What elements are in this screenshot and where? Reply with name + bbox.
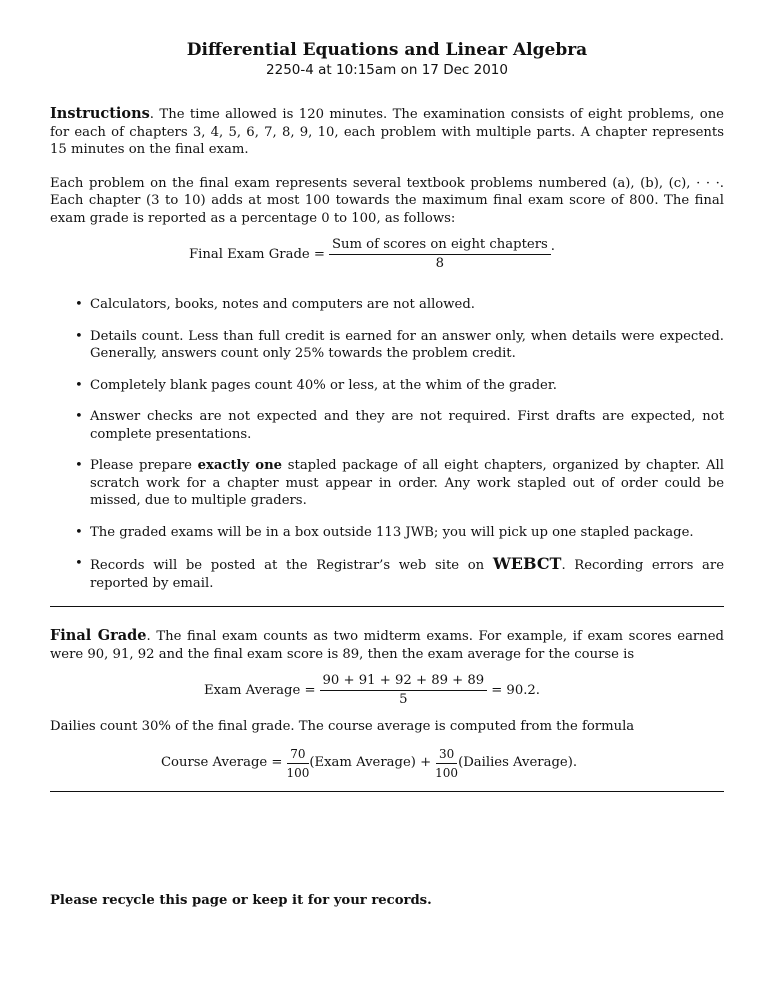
final-exam-grade-formula — [20, 237, 724, 272]
formula-period: . — [550, 239, 555, 254]
divider-top — [50, 606, 724, 607]
list-item — [90, 555, 724, 592]
course-average-formula — [14, 746, 724, 781]
list-item-text: stapled package of all eight chapters, organized by chapter. All scratch work for a chapter must appear in order. Any work stapled out of order could be missed, due to multiple graders. — [90, 458, 724, 508]
instructions-heading: Instructions — [50, 105, 150, 122]
exam-average-denominator: 5 — [399, 692, 408, 707]
exam-average-numerator: 90 + 91 + 92 + 89 + 89 — [320, 673, 488, 691]
instructions-paragraph — [50, 105, 724, 159]
final-grade-paragraph — [50, 627, 724, 663]
list-item: • Completely blank pages count 40% or less, at the whim of the grader. — [90, 377, 724, 395]
dailies-average-term: (Dailies Average). — [458, 755, 578, 771]
exam-weight-fraction — [286, 746, 309, 781]
formula-denominator: 8 — [435, 256, 445, 271]
exam-weight-numerator: 70 — [287, 746, 308, 764]
recycle-note: Please recycle this page or keep it for your records. — [50, 892, 432, 908]
list-item: • Calculators, books, notes and computers are not allowed. — [90, 296, 724, 314]
formula-fraction — [329, 237, 551, 272]
exam-average-term: (Exam Average) + — [309, 755, 432, 771]
instructions-text: . The time allowed is 120 minutes. The examination consists of eight problems, one for each of chapters 3, 4, 5, 6, 7, 8, 9, 10, each problem with multiple parts. A chapter represents 15 minutes on the final exam. — [50, 107, 724, 157]
list-item: • The graded exams will be in a box outside 113 JWB; you will pick up one stapled package. — [90, 524, 724, 542]
list-item: • Details count. Less than full credit is earned for an answer only, when details were expected. Generally, answers count only 25% towards the problem credit. — [90, 328, 724, 363]
list-item: • Answer checks are not expected and they are not required. First drafts are expected, not complete presentations. — [90, 408, 724, 443]
dailies-weight-denominator: 100 — [435, 765, 459, 780]
page-title: Differential Equations and Linear Algebra — [186, 40, 588, 60]
exam-weight-denominator: 100 — [286, 765, 310, 780]
list-item-text: Records will be posted at the Registrar’s web site on — [90, 558, 493, 573]
final-grade-text: . The final exam counts as two midterm exams. For example, if exam scores earned were 90, 91, 92 and the final exam score is 89, then the exam average for the course is — [50, 629, 724, 662]
list-item — [90, 457, 724, 510]
rules-list — [50, 296, 724, 592]
formula-numerator: Sum of scores on eight chapters — [329, 237, 551, 255]
formula-lhs: Final Exam Grade = — [189, 246, 325, 262]
exam-average-formula — [20, 673, 724, 708]
page-subtitle: 2250-4 at 10:15am on 17 Dec 2010 — [266, 62, 508, 78]
exam-cover-page — [50, 40, 724, 909]
exam-average-result: = 90.2. — [491, 682, 540, 698]
final-grade-heading: Final Grade — [50, 627, 147, 644]
exam-average-lhs: Exam Average = — [204, 682, 316, 698]
webct-label: WEBCT — [492, 554, 562, 573]
divider-bottom — [50, 791, 724, 792]
dailies-paragraph: Dailies count 30% of the final grade. The course average is computed from the formula — [50, 719, 635, 734]
dailies-weight-numerator: 30 — [436, 746, 457, 764]
list-item-text: Please prepare — [90, 458, 198, 473]
dailies-weight-fraction — [435, 746, 458, 781]
exam-average-fraction — [320, 673, 488, 708]
course-average-lhs: Course Average = — [160, 755, 283, 771]
emphasis-text: exactly one — [197, 458, 283, 473]
list-item-text: . Recording errors are reported by email. — [90, 558, 724, 591]
scoring-paragraph: Each problem on the final exam represents several textbook problems numbered (a), (b), (c), · · ·. Each chapter (3 to 10) adds at most 100 towards the maximum final exam score of 800. The final exam grade is reported as a percentage 0 to 100, as follows: — [50, 175, 724, 226]
